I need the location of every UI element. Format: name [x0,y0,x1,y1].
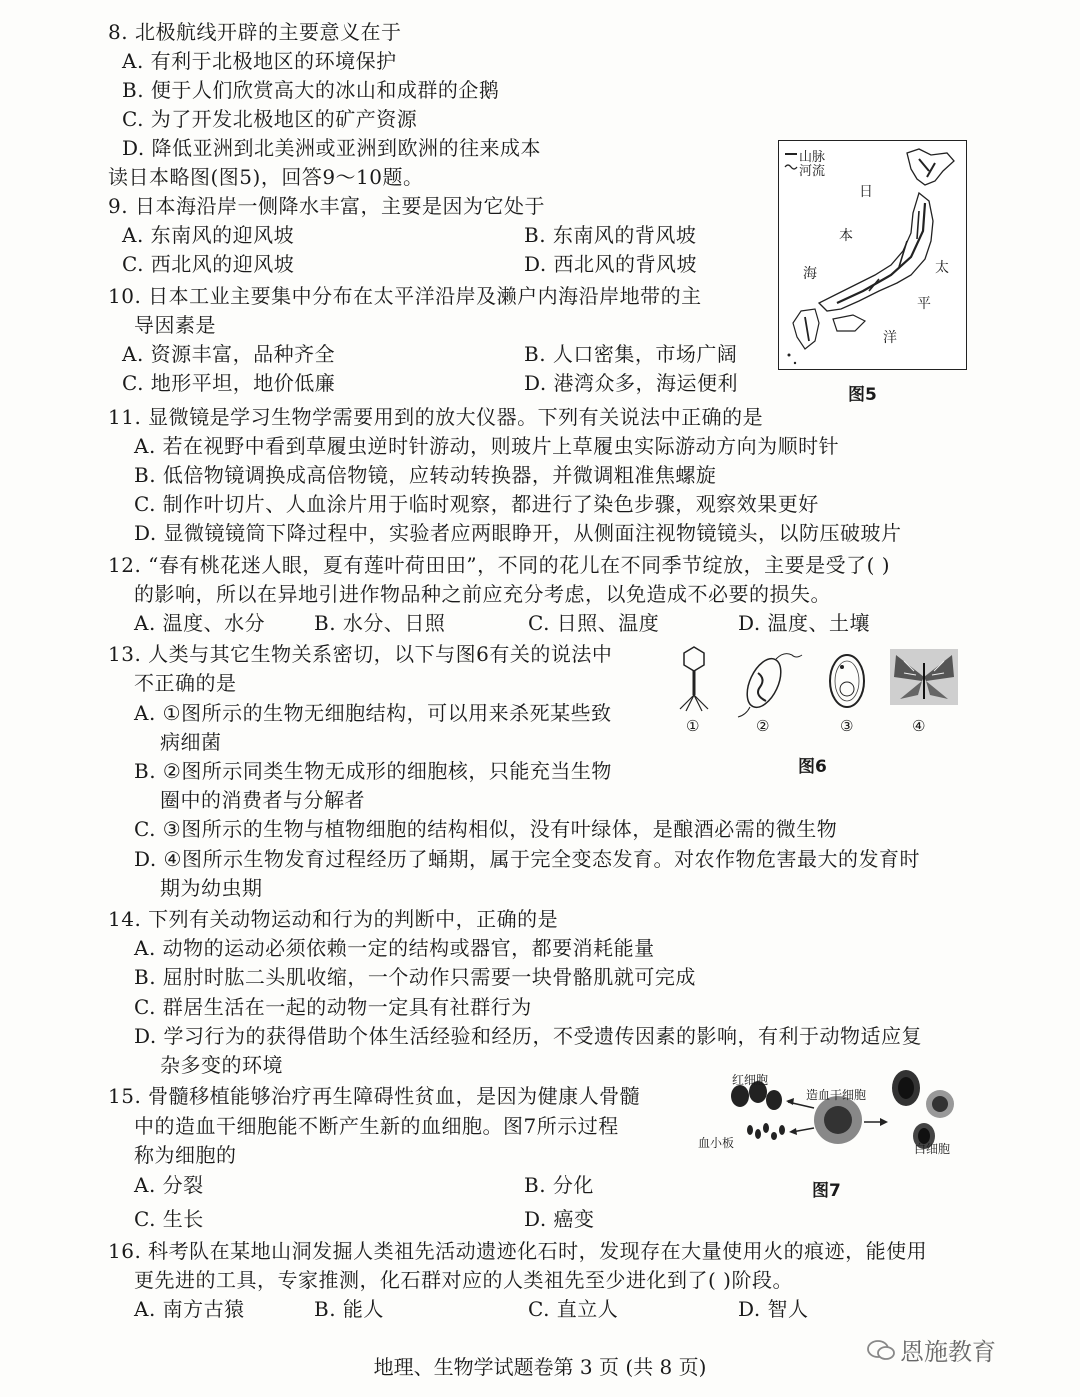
q15-stem-line2: 中的造血干细胞能不断产生新的血细胞。图7所示过程 [134,1114,619,1138]
q8-option-a: A. 有利于北极地区的环境保护 [122,49,397,73]
hematopoietic-stem-cell-icon [814,1096,862,1144]
q13-stem-line1: 13. 人类与其它生物关系密切，以下与图6有关的说法中 [108,642,613,666]
q10-stem-line2: 导因素是 [134,313,216,337]
q13-option-b-line2: 圈中的消费者与分解者 [160,788,365,812]
figure5-japan-map [778,140,967,370]
map-label-hai: 海 [803,266,817,282]
q16-stem-line1: 16. 科考队在某地山洞发掘人类祖先活动遗迹化石时，发现存在大量使用火的痕迹，能使用 [108,1239,928,1263]
figure7-label-platelet: 血小板 [698,1136,735,1150]
page-footer: 地理、生物学试题卷第 3 页 (共 8 页) [373,1355,707,1379]
legend-river-label: 河流 [799,164,826,179]
q12-stem-line1: 12. “春有桃花迷人眼，夏有莲叶荷田田”，不同的花儿在不同季节绽放，主要是受了( ) [108,553,891,577]
q15-stem-line1: 15. 骨髓移植能够治疗再生障碍性贫血，是因为健康人骨髓 [108,1084,641,1108]
map-label-ben: 本 [839,228,853,244]
q13-option-d-line1: D. ④图所示生物发育过程经历了蛹期，属于完全变态发育。对农作物危害最大的发育时 [134,847,920,871]
figure7-label-red-cell: 红细胞 [732,1073,769,1087]
q15-option-b: B. 分化 [524,1173,594,1197]
q9-option-d: D. 西北风的背风坡 [524,252,698,276]
q14-option-b: B. 屈肘时肱二头肌收缩，一个动作只需要一块骨骼肌就可完成 [134,965,696,989]
q12-option-c: C. 日照、温度 [528,611,660,635]
q8-option-c: C. 为了开发北极地区的矿产资源 [122,107,418,131]
q13-option-a-line2: 病细菌 [160,730,222,754]
q12-option-d: D. 温度、土壤 [738,611,871,635]
q11-option-d: D. 显微镜镜筒下降过程中，实验者应两眼睁开，从侧面注视物镜镜头，以防压破玻片 [134,521,902,545]
q9-stem: 9. 日本海沿岸一侧降水丰富，主要是因为它处于 [108,194,545,218]
q10-option-b: B. 人口密集，市场广阔 [524,342,738,366]
legend-mountain-label: 山脉 [799,150,826,165]
bacteriophage-icon [680,647,708,711]
q13-stem-line2: 不正确的是 [134,671,237,695]
q16-option-d: D. 智人 [738,1297,809,1321]
map-label-ping: 平 [917,296,931,312]
figure7-label-stem-cell: 造血干细胞 [806,1088,867,1102]
q15-option-d: D. 癌变 [524,1207,595,1231]
map-label-yang: 洋 [883,330,897,346]
q13-option-d-line2: 期为幼虫期 [160,876,263,900]
figure7-caption: 图7 [812,1181,841,1201]
q16-option-c: C. 直立人 [528,1297,619,1321]
map-label-ri: 日 [859,184,873,200]
q12-option-b: B. 水分、日照 [314,611,446,635]
q9-option-a: A. 东南风的迎风坡 [122,223,295,247]
q11-option-c: C. 制作叶切片、人血涂片用于临时观察，都进行了染色步骤，观察效果更好 [134,492,819,516]
q8-stem: 8. 北极航线开辟的主要意义在于 [108,20,402,44]
wechat-icon [866,1338,896,1362]
q14-option-a: A. 动物的运动必须依赖一定的结构或器官，都要消耗能量 [134,936,655,960]
q8-option-d: D. 降低亚洲到北美洲或亚洲到欧洲的往来成本 [122,136,542,160]
q15-stem-line3: 称为细胞的 [134,1143,237,1167]
figure5-caption: 图5 [848,385,877,405]
q12-option-a: A. 温度、水分 [134,611,266,635]
bacterium-icon [738,654,802,717]
q9-option-c: C. 西北风的迎风坡 [122,252,295,276]
q15-option-c: C. 生长 [134,1207,204,1231]
figure6-label-2: ② [756,717,770,735]
q16-option-b: B. 能人 [314,1297,384,1321]
q8-option-b: B. 便于人们欣赏高大的冰山和成群的企鹅 [122,78,500,102]
q14-option-d-line2: 杂多变的环境 [160,1053,283,1077]
q10-option-d: D. 港湾众多，海运便利 [524,371,739,395]
q16-option-a: A. 南方古猿 [134,1297,245,1321]
q14-option-d-line1: D. 学习行为的获得借助个体生活经验和经历，不受遗传因素的影响，有利于动物适应复 [134,1024,923,1048]
figure6-caption: 图6 [798,757,827,777]
white-blood-cells-icon [892,1070,954,1149]
q16-stem-line2: 更先进的工具，专家推测，化石群对应的人类祖先至少进化到了( )阶段。 [134,1268,793,1292]
watermark-text: 恩施教育 [900,1338,996,1366]
platelets-icon [747,1123,785,1140]
figure6-label-3: ③ [840,717,854,735]
q11-option-b: B. 低倍物镜调换成高倍物镜，应转动转换器，并微调粗准焦螺旋 [134,463,717,487]
q14-stem: 14. 下列有关动物运动和行为的判断中，正确的是 [108,907,559,931]
figure6-label-4: ④ [912,717,926,735]
q13-option-a-line1: A. ①图所示的生物无细胞结构，可以用来杀死某些致 [134,701,612,725]
q14-option-c: C. 群居生活在一起的动物一定具有社群行为 [134,995,532,1019]
q10-option-c: C. 地形平坦，地价低廉 [122,371,336,395]
q15-option-a: A. 分裂 [134,1173,204,1197]
q10-option-a: A. 资源丰富，品种齐全 [122,342,336,366]
q11-stem: 11. 显微镜是学习生物学需要用到的放大仪器。下列有关说法中正确的是 [108,405,764,429]
q11-option-a: A. 若在视野中看到草履虫逆时针游动，则玻片上草履虫实际游动方向为顺时针 [134,434,840,458]
q12-stem-line2: 的影响，所以在异地引进作物品种之前应充分考虑，以免造成不必要的损失。 [134,582,831,606]
figure6-label-1: ① [686,717,700,735]
q13-option-b-line1: B. ②图所示同类生物无成形的细胞核，只能充当生物 [134,759,612,783]
read-map-instruction: 读日本略图(图5)，回答9～10题。 [108,165,424,189]
q9-option-b: B. 东南风的背风坡 [524,223,697,247]
map-label-tai: 太 [935,260,949,276]
yeast-cell-icon [830,655,864,707]
q10-stem-line1: 10. 日本工业主要集中分布在太平洋沿岸及濑户内海沿岸地带的主 [108,284,702,308]
figure7-label-white-cell: 白细胞 [914,1142,951,1156]
q13-option-c: C. ③图所示的生物与植物细胞的结构相似，没有叶绿体，是酿酒必需的微生物 [134,817,838,841]
butterfly-icon [890,649,958,705]
